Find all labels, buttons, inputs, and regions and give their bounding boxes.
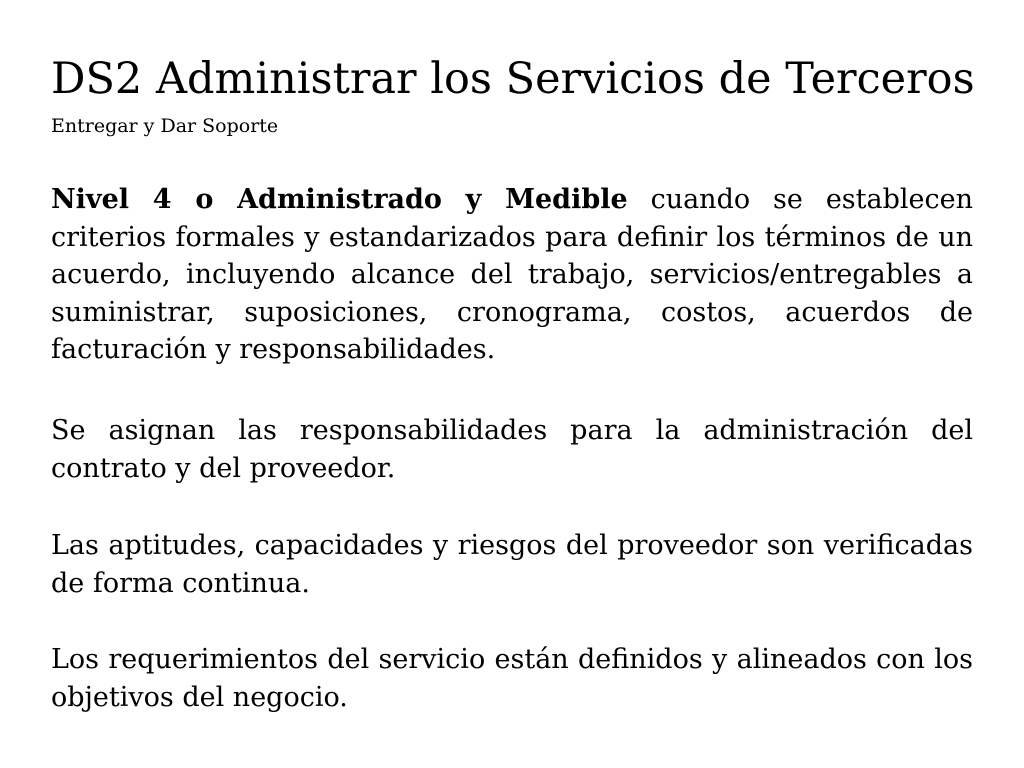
paragraph-responsibilities: Se asignan las responsabilidades para la administración del contrato y del proveedor. <box>51 415 973 484</box>
paragraph-level-4-lead: Nivel 4 o Administrado y Medible <box>51 184 628 215</box>
paragraph-service-requirements: Los requerimientos del servicio están definidos y alineados con los objetivos del negocio. <box>51 644 973 713</box>
paragraph-supplier-verification: Las aptitudes, capacidades y riesgos del proveedor son verificadas de forma continua. <box>51 530 973 599</box>
slide-title: DS2 Administrar los Servicios de Terceros <box>51 54 975 104</box>
paragraph-level-4-text: cuando se establecen criterios formales y estandarizados para definir los términos de un acuerdo, incluyendo alcance del trabajo, servicios/entregables a suministrar, suposiciones, cronograma, costos, acuerdos de facturación y responsabilidades. <box>51 184 973 365</box>
slide-subtitle: Entregar y Dar Soporte <box>51 115 279 137</box>
paragraph-level-4 <box>51 181 973 369</box>
